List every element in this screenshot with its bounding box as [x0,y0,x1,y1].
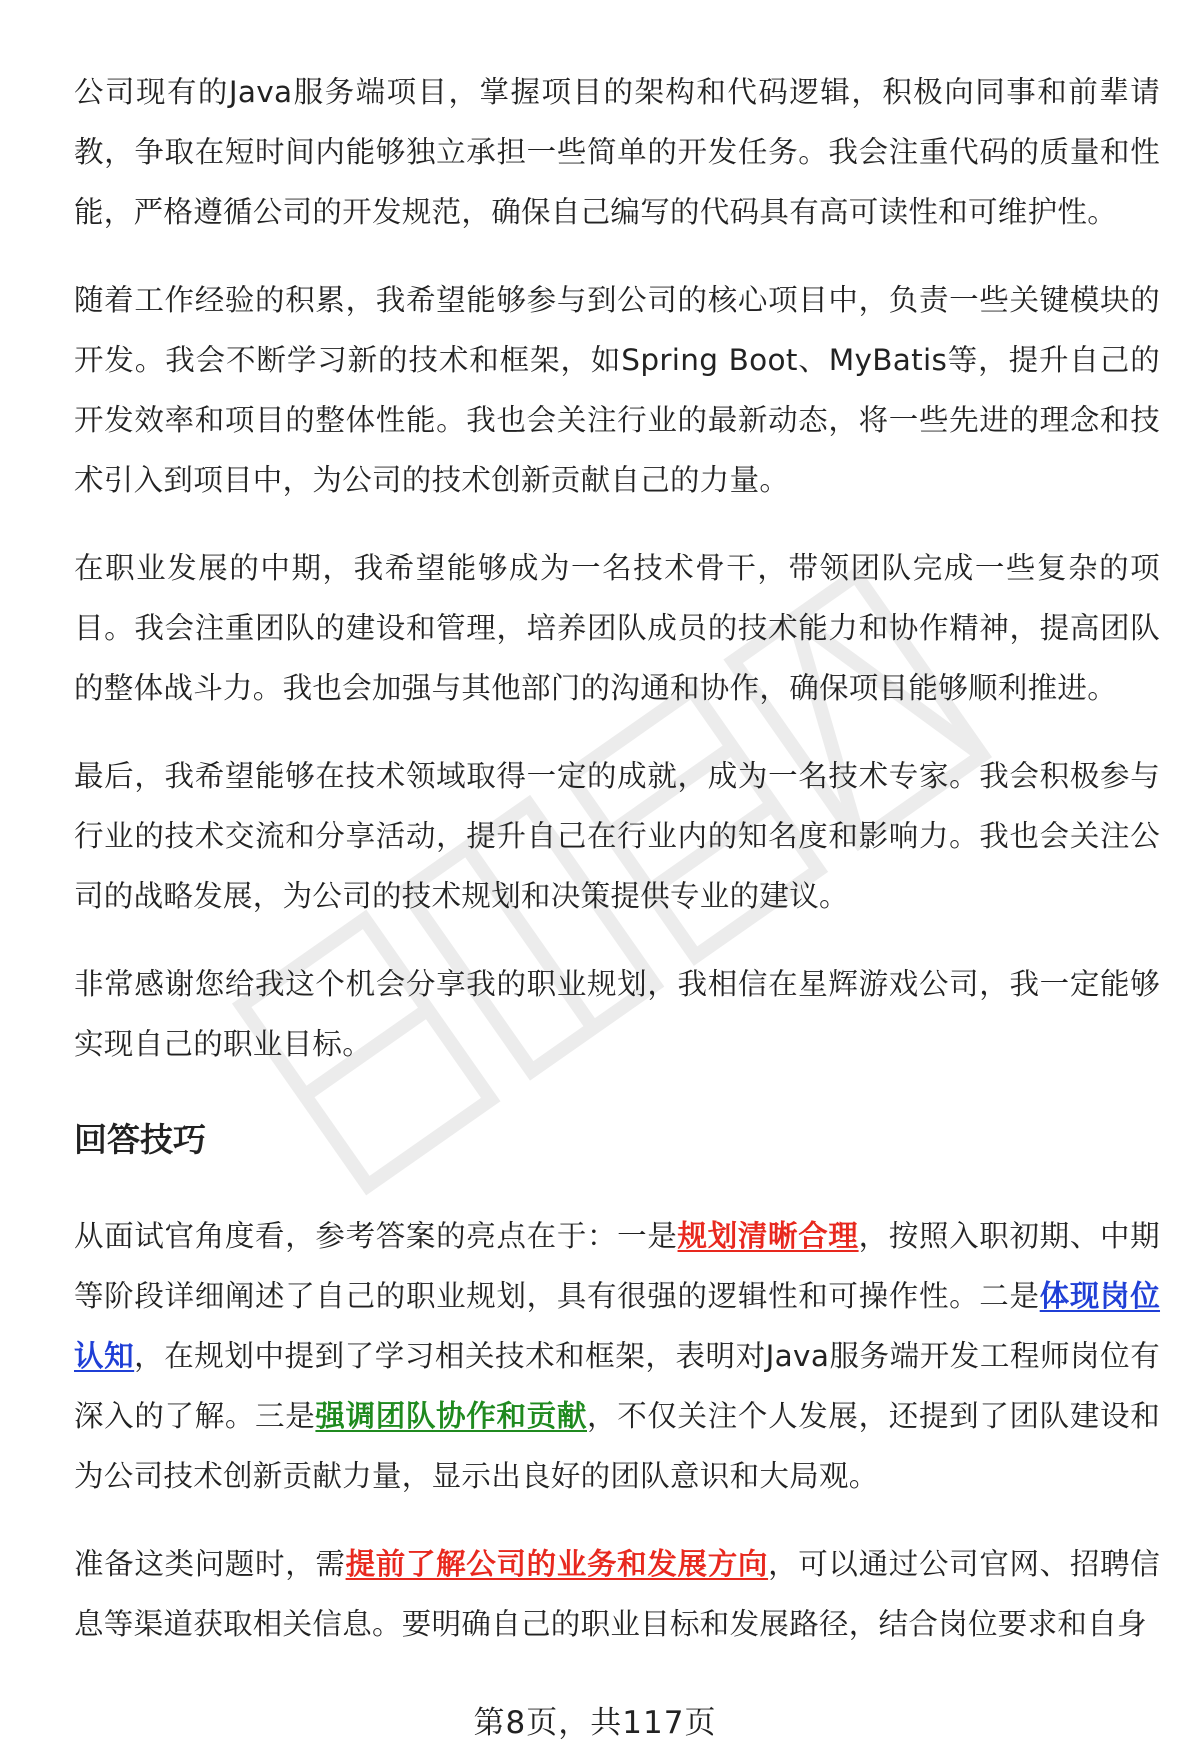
text-run: 准备这类问题时，需 [74,1547,346,1581]
text-run: 从面试官角度看，参考答案的亮点在于：一是 [74,1219,678,1253]
paragraph: 非常感谢您给我这个机会分享我的职业规划，我相信在星辉游戏公司，我一定能够实现自己的职业目标。 [74,967,1160,1061]
highlight-red: 提前了解公司的业务和发展方向 [345,1547,769,1581]
paragraph: 随着工作经验的积累，我希望能够参与到公司的核心项目中，负责一些关键模块的开发。我会不断学习新的技术和框架，如Spring Boot、MyBatis等，提升自己的开发效率和项目的整体性能。我也会关注行业的最新动态，将一些先进的理念和技术引入到项目中，为公司的技术创新贡献自己的力量。 [74,283,1160,497]
highlight-blue: 体现岗位认知 [74,1279,1161,1373]
paragraph: 在职业发展的中期，我希望能够成为一名技术骨干，带领团队完成一些复杂的项目。我会注重团队的建设和管理，培养团队成员的技术能力和协作精神，提高团队的整体战斗力。我也会加强与其他部门的沟通和协作，确保项目能够顺利推进。 [74,551,1160,705]
paragraph: 公司现有的Java服务端项目，掌握项目的架构和代码逻辑，积极向同事和前辈请教，争取在短时间内能够独立承担一些简单的开发任务。我会注重代码的质量和性能，严格遵循公司的开发规范，确保自己编写的代码具有高可读性和可维护性。 [74,75,1160,229]
highlight-red: 规划清晰合理 [677,1219,859,1253]
page-footer: 第8页，共117页 [473,1705,717,1741]
text-run: ，不仅关注个人发展，还提到了团队建设和为公司技术创新贡献力量，显示出良好的团队意识和大局观。 [74,1399,1160,1493]
text-run: ，在规划中提到了学习相关技术和框架，表明对Java服务端开发工程师岗位有深入的了解。三是 [74,1339,1160,1433]
document-body [74,62,1160,1682]
section-heading: 回答技巧 [74,1120,206,1159]
paragraph: 最后，我希望能够在技术领域取得一定的成就，成为一名技术专家。我会积极参与行业的技术交流和分享活动，提升自己在行业内的知名度和影响力。我也会关注公司的战略发展，为公司的技术规划和决策提供专业的建议。 [74,759,1160,913]
text-run: ，按照入职初期、中期等阶段详细阐述了自己的职业规划，具有很强的逻辑性和可操作性。二是 [74,1219,1160,1313]
text-run: ，可以通过公司官网、招聘信息等渠道获取相关信息。要明确自己的职业目标和发展路径，结合岗位要求和自身 [74,1547,1160,1641]
highlight-green: 强调团队协作和贡献 [315,1399,588,1433]
tips-paragraph [74,1206,1160,1506]
tips-paragraph [74,1534,1160,1654]
